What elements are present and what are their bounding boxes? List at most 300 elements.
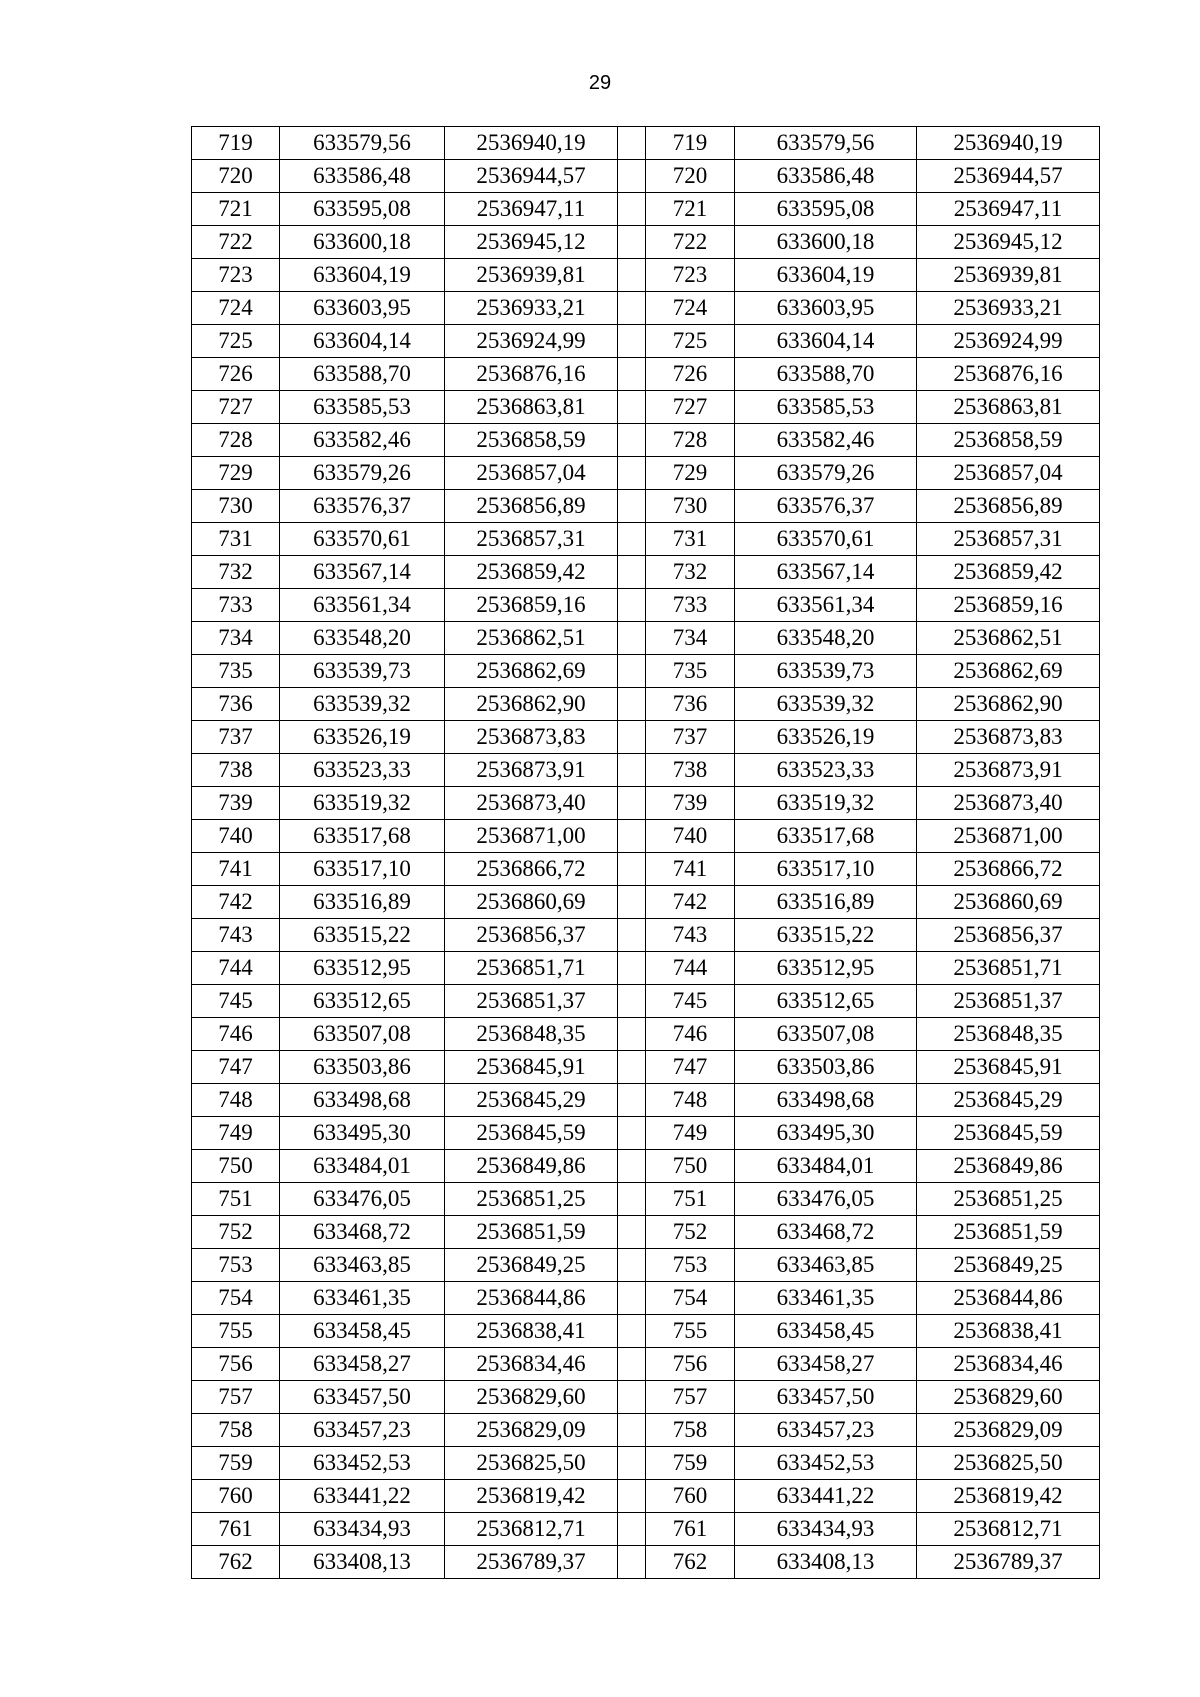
left-point-number-cell: 741 — [192, 853, 280, 886]
right-point-number-cell: 742 — [646, 886, 735, 919]
left-point-number-cell: 723 — [192, 259, 280, 292]
right-x-coordinate-cell: 633457,50 — [735, 1381, 917, 1414]
left-point-number-cell: 761 — [192, 1513, 280, 1546]
left-x-coordinate-cell: 633512,65 — [280, 985, 445, 1018]
right-x-coordinate-cell: 633503,86 — [735, 1051, 917, 1084]
right-y-coordinate-cell: 2536857,04 — [917, 457, 1100, 490]
table-row — [192, 853, 1100, 886]
left-y-coordinate-cell: 2536873,83 — [445, 721, 618, 754]
right-point-number-cell: 737 — [646, 721, 735, 754]
left-point-number-cell: 732 — [192, 556, 280, 589]
left-x-coordinate-cell: 633495,30 — [280, 1117, 445, 1150]
table-row — [192, 589, 1100, 622]
empty-separator-cell — [618, 1447, 646, 1480]
left-point-number-cell: 742 — [192, 886, 280, 919]
right-x-coordinate-cell: 633512,65 — [735, 985, 917, 1018]
table-row — [192, 1381, 1100, 1414]
right-point-number-cell: 725 — [646, 325, 735, 358]
left-point-number-cell: 728 — [192, 424, 280, 457]
left-point-number-cell: 730 — [192, 490, 280, 523]
left-point-number-cell: 745 — [192, 985, 280, 1018]
table-row — [192, 985, 1100, 1018]
left-x-coordinate-cell: 633548,20 — [280, 622, 445, 655]
right-x-coordinate-cell: 633539,32 — [735, 688, 917, 721]
left-x-coordinate-cell: 633498,68 — [280, 1084, 445, 1117]
empty-separator-cell — [618, 853, 646, 886]
left-point-number-cell: 746 — [192, 1018, 280, 1051]
table-row — [192, 1051, 1100, 1084]
right-point-number-cell: 735 — [646, 655, 735, 688]
right-point-number-cell: 755 — [646, 1315, 735, 1348]
left-x-coordinate-cell: 633458,27 — [280, 1348, 445, 1381]
left-y-coordinate-cell: 2536848,35 — [445, 1018, 618, 1051]
right-y-coordinate-cell: 2536829,09 — [917, 1414, 1100, 1447]
right-point-number-cell: 740 — [646, 820, 735, 853]
empty-separator-cell — [618, 226, 646, 259]
left-y-coordinate-cell: 2536838,41 — [445, 1315, 618, 1348]
right-x-coordinate-cell: 633484,01 — [735, 1150, 917, 1183]
left-point-number-cell: 743 — [192, 919, 280, 952]
empty-separator-cell — [618, 655, 646, 688]
empty-separator-cell — [618, 1018, 646, 1051]
table-row — [192, 688, 1100, 721]
table-row — [192, 358, 1100, 391]
left-x-coordinate-cell: 633570,61 — [280, 523, 445, 556]
left-y-coordinate-cell: 2536789,37 — [445, 1546, 618, 1579]
right-point-number-cell: 736 — [646, 688, 735, 721]
table-row — [192, 1216, 1100, 1249]
right-point-number-cell: 733 — [646, 589, 735, 622]
empty-separator-cell — [618, 820, 646, 853]
left-point-number-cell: 760 — [192, 1480, 280, 1513]
right-x-coordinate-cell: 633582,46 — [735, 424, 917, 457]
left-x-coordinate-cell: 633434,93 — [280, 1513, 445, 1546]
page-number: 29 — [588, 72, 612, 94]
empty-separator-cell — [618, 952, 646, 985]
right-point-number-cell: 760 — [646, 1480, 735, 1513]
right-x-coordinate-cell: 633595,08 — [735, 193, 917, 226]
left-x-coordinate-cell: 633507,08 — [280, 1018, 445, 1051]
left-y-coordinate-cell: 2536873,40 — [445, 787, 618, 820]
left-y-coordinate-cell: 2536876,16 — [445, 358, 618, 391]
left-x-coordinate-cell: 633579,56 — [280, 127, 445, 160]
right-x-coordinate-cell: 633561,34 — [735, 589, 917, 622]
empty-separator-cell — [618, 1150, 646, 1183]
empty-separator-cell — [618, 1084, 646, 1117]
table-row — [192, 886, 1100, 919]
left-point-number-cell: 748 — [192, 1084, 280, 1117]
left-x-coordinate-cell: 633576,37 — [280, 490, 445, 523]
right-y-coordinate-cell: 2536862,90 — [917, 688, 1100, 721]
left-y-coordinate-cell: 2536829,60 — [445, 1381, 618, 1414]
left-y-coordinate-cell: 2536871,00 — [445, 820, 618, 853]
empty-separator-cell — [618, 1414, 646, 1447]
left-x-coordinate-cell: 633526,19 — [280, 721, 445, 754]
left-point-number-cell: 726 — [192, 358, 280, 391]
left-x-coordinate-cell: 633517,10 — [280, 853, 445, 886]
table-row — [192, 787, 1100, 820]
right-point-number-cell: 754 — [646, 1282, 735, 1315]
left-x-coordinate-cell: 633441,22 — [280, 1480, 445, 1513]
right-x-coordinate-cell: 633603,95 — [735, 292, 917, 325]
right-x-coordinate-cell: 633517,68 — [735, 820, 917, 853]
right-y-coordinate-cell: 2536859,16 — [917, 589, 1100, 622]
right-point-number-cell: 762 — [646, 1546, 735, 1579]
empty-separator-cell — [618, 424, 646, 457]
left-point-number-cell: 756 — [192, 1348, 280, 1381]
right-y-coordinate-cell: 2536812,71 — [917, 1513, 1100, 1546]
table-row — [192, 1546, 1100, 1579]
left-point-number-cell: 754 — [192, 1282, 280, 1315]
left-y-coordinate-cell: 2536845,91 — [445, 1051, 618, 1084]
table-row — [192, 622, 1100, 655]
table-row — [192, 1513, 1100, 1546]
right-x-coordinate-cell: 633441,22 — [735, 1480, 917, 1513]
left-y-coordinate-cell: 2536849,86 — [445, 1150, 618, 1183]
right-y-coordinate-cell: 2536857,31 — [917, 523, 1100, 556]
left-y-coordinate-cell: 2536939,81 — [445, 259, 618, 292]
left-point-number-cell: 737 — [192, 721, 280, 754]
left-point-number-cell: 727 — [192, 391, 280, 424]
left-y-coordinate-cell: 2536947,11 — [445, 193, 618, 226]
right-y-coordinate-cell: 2536851,25 — [917, 1183, 1100, 1216]
right-x-coordinate-cell: 633526,19 — [735, 721, 917, 754]
right-point-number-cell: 731 — [646, 523, 735, 556]
right-point-number-cell: 726 — [646, 358, 735, 391]
left-x-coordinate-cell: 633517,68 — [280, 820, 445, 853]
left-x-coordinate-cell: 633604,14 — [280, 325, 445, 358]
left-y-coordinate-cell: 2536857,31 — [445, 523, 618, 556]
right-y-coordinate-cell: 2536947,11 — [917, 193, 1100, 226]
left-x-coordinate-cell: 633585,53 — [280, 391, 445, 424]
right-point-number-cell: 756 — [646, 1348, 735, 1381]
right-y-coordinate-cell: 2536945,12 — [917, 226, 1100, 259]
right-x-coordinate-cell: 633579,56 — [735, 127, 917, 160]
empty-separator-cell — [618, 1381, 646, 1414]
left-y-coordinate-cell: 2536858,59 — [445, 424, 618, 457]
right-point-number-cell: 739 — [646, 787, 735, 820]
left-point-number-cell: 733 — [192, 589, 280, 622]
right-x-coordinate-cell: 633570,61 — [735, 523, 917, 556]
right-y-coordinate-cell: 2536858,59 — [917, 424, 1100, 457]
right-y-coordinate-cell: 2536873,40 — [917, 787, 1100, 820]
left-x-coordinate-cell: 633461,35 — [280, 1282, 445, 1315]
left-x-coordinate-cell: 633588,70 — [280, 358, 445, 391]
left-y-coordinate-cell: 2536834,46 — [445, 1348, 618, 1381]
right-point-number-cell: 724 — [646, 292, 735, 325]
empty-separator-cell — [618, 1480, 646, 1513]
empty-separator-cell — [618, 1216, 646, 1249]
right-x-coordinate-cell: 633523,33 — [735, 754, 917, 787]
table-row — [192, 1480, 1100, 1513]
left-point-number-cell: 731 — [192, 523, 280, 556]
table-row — [192, 1084, 1100, 1117]
left-y-coordinate-cell: 2536863,81 — [445, 391, 618, 424]
left-y-coordinate-cell: 2536844,86 — [445, 1282, 618, 1315]
right-x-coordinate-cell: 633604,19 — [735, 259, 917, 292]
left-point-number-cell: 734 — [192, 622, 280, 655]
empty-separator-cell — [618, 556, 646, 589]
left-point-number-cell: 740 — [192, 820, 280, 853]
right-x-coordinate-cell: 633495,30 — [735, 1117, 917, 1150]
left-x-coordinate-cell: 633567,14 — [280, 556, 445, 589]
left-x-coordinate-cell: 633523,33 — [280, 754, 445, 787]
table-row — [192, 325, 1100, 358]
right-y-coordinate-cell: 2536838,41 — [917, 1315, 1100, 1348]
empty-separator-cell — [618, 787, 646, 820]
table-row — [192, 1018, 1100, 1051]
right-y-coordinate-cell: 2536873,83 — [917, 721, 1100, 754]
right-point-number-cell: 721 — [646, 193, 735, 226]
right-point-number-cell: 749 — [646, 1117, 735, 1150]
right-y-coordinate-cell: 2536851,37 — [917, 985, 1100, 1018]
table-row — [192, 457, 1100, 490]
left-x-coordinate-cell: 633512,95 — [280, 952, 445, 985]
table-row — [192, 1117, 1100, 1150]
right-x-coordinate-cell: 633476,05 — [735, 1183, 917, 1216]
table-row — [192, 523, 1100, 556]
table-row — [192, 160, 1100, 193]
left-point-number-cell: 720 — [192, 160, 280, 193]
right-y-coordinate-cell: 2536944,57 — [917, 160, 1100, 193]
left-x-coordinate-cell: 633515,22 — [280, 919, 445, 952]
right-x-coordinate-cell: 633586,48 — [735, 160, 917, 193]
left-x-coordinate-cell: 633539,32 — [280, 688, 445, 721]
left-y-coordinate-cell: 2536851,37 — [445, 985, 618, 1018]
right-point-number-cell: 758 — [646, 1414, 735, 1447]
table-row — [192, 721, 1100, 754]
left-point-number-cell: 722 — [192, 226, 280, 259]
empty-separator-cell — [618, 1513, 646, 1546]
table-row — [192, 1315, 1100, 1348]
left-y-coordinate-cell: 2536862,51 — [445, 622, 618, 655]
right-y-coordinate-cell: 2536845,29 — [917, 1084, 1100, 1117]
empty-separator-cell — [618, 1051, 646, 1084]
empty-separator-cell — [618, 754, 646, 787]
left-y-coordinate-cell: 2536945,12 — [445, 226, 618, 259]
left-x-coordinate-cell: 633457,50 — [280, 1381, 445, 1414]
left-y-coordinate-cell: 2536851,71 — [445, 952, 618, 985]
left-y-coordinate-cell: 2536859,16 — [445, 589, 618, 622]
right-x-coordinate-cell: 633434,93 — [735, 1513, 917, 1546]
table-row — [192, 1447, 1100, 1480]
table-row — [192, 820, 1100, 853]
right-x-coordinate-cell: 633576,37 — [735, 490, 917, 523]
empty-separator-cell — [618, 193, 646, 226]
left-point-number-cell: 757 — [192, 1381, 280, 1414]
left-x-coordinate-cell: 633457,23 — [280, 1414, 445, 1447]
left-y-coordinate-cell: 2536862,69 — [445, 655, 618, 688]
left-y-coordinate-cell: 2536812,71 — [445, 1513, 618, 1546]
left-y-coordinate-cell: 2536860,69 — [445, 886, 618, 919]
right-point-number-cell: 743 — [646, 919, 735, 952]
right-y-coordinate-cell: 2536940,19 — [917, 127, 1100, 160]
right-x-coordinate-cell: 633498,68 — [735, 1084, 917, 1117]
left-point-number-cell: 729 — [192, 457, 280, 490]
table-row — [192, 1183, 1100, 1216]
left-x-coordinate-cell: 633408,13 — [280, 1546, 445, 1579]
left-point-number-cell: 762 — [192, 1546, 280, 1579]
right-y-coordinate-cell: 2536856,37 — [917, 919, 1100, 952]
right-point-number-cell: 745 — [646, 985, 735, 1018]
coordinates-table-body — [192, 127, 1100, 1579]
left-y-coordinate-cell: 2536944,57 — [445, 160, 618, 193]
right-x-coordinate-cell: 633458,27 — [735, 1348, 917, 1381]
right-x-coordinate-cell: 633461,35 — [735, 1282, 917, 1315]
left-y-coordinate-cell: 2536857,04 — [445, 457, 618, 490]
left-x-coordinate-cell: 633463,85 — [280, 1249, 445, 1282]
left-x-coordinate-cell: 633561,34 — [280, 589, 445, 622]
left-x-coordinate-cell: 633519,32 — [280, 787, 445, 820]
right-y-coordinate-cell: 2536859,42 — [917, 556, 1100, 589]
left-y-coordinate-cell: 2536845,59 — [445, 1117, 618, 1150]
left-x-coordinate-cell: 633484,01 — [280, 1150, 445, 1183]
right-x-coordinate-cell: 633539,73 — [735, 655, 917, 688]
table-row — [192, 1282, 1100, 1315]
right-x-coordinate-cell: 633517,10 — [735, 853, 917, 886]
right-x-coordinate-cell: 633516,89 — [735, 886, 917, 919]
right-point-number-cell: 750 — [646, 1150, 735, 1183]
left-y-coordinate-cell: 2536851,25 — [445, 1183, 618, 1216]
right-point-number-cell: 732 — [646, 556, 735, 589]
right-y-coordinate-cell: 2536924,99 — [917, 325, 1100, 358]
right-y-coordinate-cell: 2536871,00 — [917, 820, 1100, 853]
right-y-coordinate-cell: 2536873,91 — [917, 754, 1100, 787]
left-y-coordinate-cell: 2536859,42 — [445, 556, 618, 589]
table-row — [192, 424, 1100, 457]
left-y-coordinate-cell: 2536873,91 — [445, 754, 618, 787]
right-x-coordinate-cell: 633600,18 — [735, 226, 917, 259]
left-point-number-cell: 744 — [192, 952, 280, 985]
left-x-coordinate-cell: 633458,45 — [280, 1315, 445, 1348]
right-x-coordinate-cell: 633457,23 — [735, 1414, 917, 1447]
right-point-number-cell: 723 — [646, 259, 735, 292]
right-point-number-cell: 744 — [646, 952, 735, 985]
left-point-number-cell: 747 — [192, 1051, 280, 1084]
right-x-coordinate-cell: 633604,14 — [735, 325, 917, 358]
left-y-coordinate-cell: 2536819,42 — [445, 1480, 618, 1513]
left-y-coordinate-cell: 2536940,19 — [445, 127, 618, 160]
right-y-coordinate-cell: 2536834,46 — [917, 1348, 1100, 1381]
right-x-coordinate-cell: 633458,45 — [735, 1315, 917, 1348]
left-x-coordinate-cell: 633603,95 — [280, 292, 445, 325]
left-x-coordinate-cell: 633604,19 — [280, 259, 445, 292]
left-x-coordinate-cell: 633539,73 — [280, 655, 445, 688]
right-x-coordinate-cell: 633588,70 — [735, 358, 917, 391]
right-point-number-cell: 728 — [646, 424, 735, 457]
empty-separator-cell — [618, 523, 646, 556]
right-x-coordinate-cell: 633512,95 — [735, 952, 917, 985]
left-x-coordinate-cell: 633452,53 — [280, 1447, 445, 1480]
table-row — [192, 226, 1100, 259]
empty-separator-cell — [618, 292, 646, 325]
right-y-coordinate-cell: 2536933,21 — [917, 292, 1100, 325]
left-point-number-cell: 724 — [192, 292, 280, 325]
empty-separator-cell — [618, 886, 646, 919]
right-x-coordinate-cell: 633519,32 — [735, 787, 917, 820]
right-point-number-cell: 734 — [646, 622, 735, 655]
table-row — [192, 952, 1100, 985]
right-y-coordinate-cell: 2536862,51 — [917, 622, 1100, 655]
empty-separator-cell — [618, 1282, 646, 1315]
empty-separator-cell — [618, 589, 646, 622]
right-y-coordinate-cell: 2536851,71 — [917, 952, 1100, 985]
left-x-coordinate-cell: 633503,86 — [280, 1051, 445, 1084]
coordinates-table — [191, 126, 1100, 1579]
right-point-number-cell: 746 — [646, 1018, 735, 1051]
right-y-coordinate-cell: 2536863,81 — [917, 391, 1100, 424]
table-row — [192, 754, 1100, 787]
left-point-number-cell: 755 — [192, 1315, 280, 1348]
right-point-number-cell: 720 — [646, 160, 735, 193]
empty-separator-cell — [618, 1117, 646, 1150]
left-point-number-cell: 758 — [192, 1414, 280, 1447]
right-y-coordinate-cell: 2536819,42 — [917, 1480, 1100, 1513]
left-y-coordinate-cell: 2536862,90 — [445, 688, 618, 721]
right-y-coordinate-cell: 2536860,69 — [917, 886, 1100, 919]
right-x-coordinate-cell: 633507,08 — [735, 1018, 917, 1051]
right-point-number-cell: 738 — [646, 754, 735, 787]
right-point-number-cell: 751 — [646, 1183, 735, 1216]
table-row — [192, 127, 1100, 160]
left-point-number-cell: 719 — [192, 127, 280, 160]
left-point-number-cell: 751 — [192, 1183, 280, 1216]
left-x-coordinate-cell: 633516,89 — [280, 886, 445, 919]
left-y-coordinate-cell: 2536829,09 — [445, 1414, 618, 1447]
right-point-number-cell: 729 — [646, 457, 735, 490]
right-y-coordinate-cell: 2536848,35 — [917, 1018, 1100, 1051]
empty-separator-cell — [618, 1183, 646, 1216]
left-x-coordinate-cell: 633600,18 — [280, 226, 445, 259]
right-point-number-cell: 748 — [646, 1084, 735, 1117]
right-point-number-cell: 761 — [646, 1513, 735, 1546]
right-y-coordinate-cell: 2536789,37 — [917, 1546, 1100, 1579]
right-point-number-cell: 741 — [646, 853, 735, 886]
left-y-coordinate-cell: 2536849,25 — [445, 1249, 618, 1282]
left-point-number-cell: 735 — [192, 655, 280, 688]
right-point-number-cell: 722 — [646, 226, 735, 259]
left-x-coordinate-cell: 633476,05 — [280, 1183, 445, 1216]
right-x-coordinate-cell: 633408,13 — [735, 1546, 917, 1579]
left-point-number-cell: 725 — [192, 325, 280, 358]
left-y-coordinate-cell: 2536866,72 — [445, 853, 618, 886]
left-point-number-cell: 738 — [192, 754, 280, 787]
right-y-coordinate-cell: 2536862,69 — [917, 655, 1100, 688]
right-x-coordinate-cell: 633463,85 — [735, 1249, 917, 1282]
empty-separator-cell — [618, 490, 646, 523]
right-point-number-cell: 730 — [646, 490, 735, 523]
right-y-coordinate-cell: 2536829,60 — [917, 1381, 1100, 1414]
empty-separator-cell — [618, 1348, 646, 1381]
right-point-number-cell: 757 — [646, 1381, 735, 1414]
table-row — [192, 490, 1100, 523]
empty-separator-cell — [618, 160, 646, 193]
left-y-coordinate-cell: 2536924,99 — [445, 325, 618, 358]
right-x-coordinate-cell: 633585,53 — [735, 391, 917, 424]
left-point-number-cell: 739 — [192, 787, 280, 820]
right-y-coordinate-cell: 2536851,59 — [917, 1216, 1100, 1249]
empty-separator-cell — [618, 721, 646, 754]
empty-separator-cell — [618, 1249, 646, 1282]
empty-separator-cell — [618, 325, 646, 358]
right-point-number-cell: 752 — [646, 1216, 735, 1249]
table-row — [192, 1348, 1100, 1381]
right-y-coordinate-cell: 2536845,91 — [917, 1051, 1100, 1084]
right-y-coordinate-cell: 2536845,59 — [917, 1117, 1100, 1150]
right-y-coordinate-cell: 2536844,86 — [917, 1282, 1100, 1315]
right-x-coordinate-cell: 633452,53 — [735, 1447, 917, 1480]
left-y-coordinate-cell: 2536933,21 — [445, 292, 618, 325]
